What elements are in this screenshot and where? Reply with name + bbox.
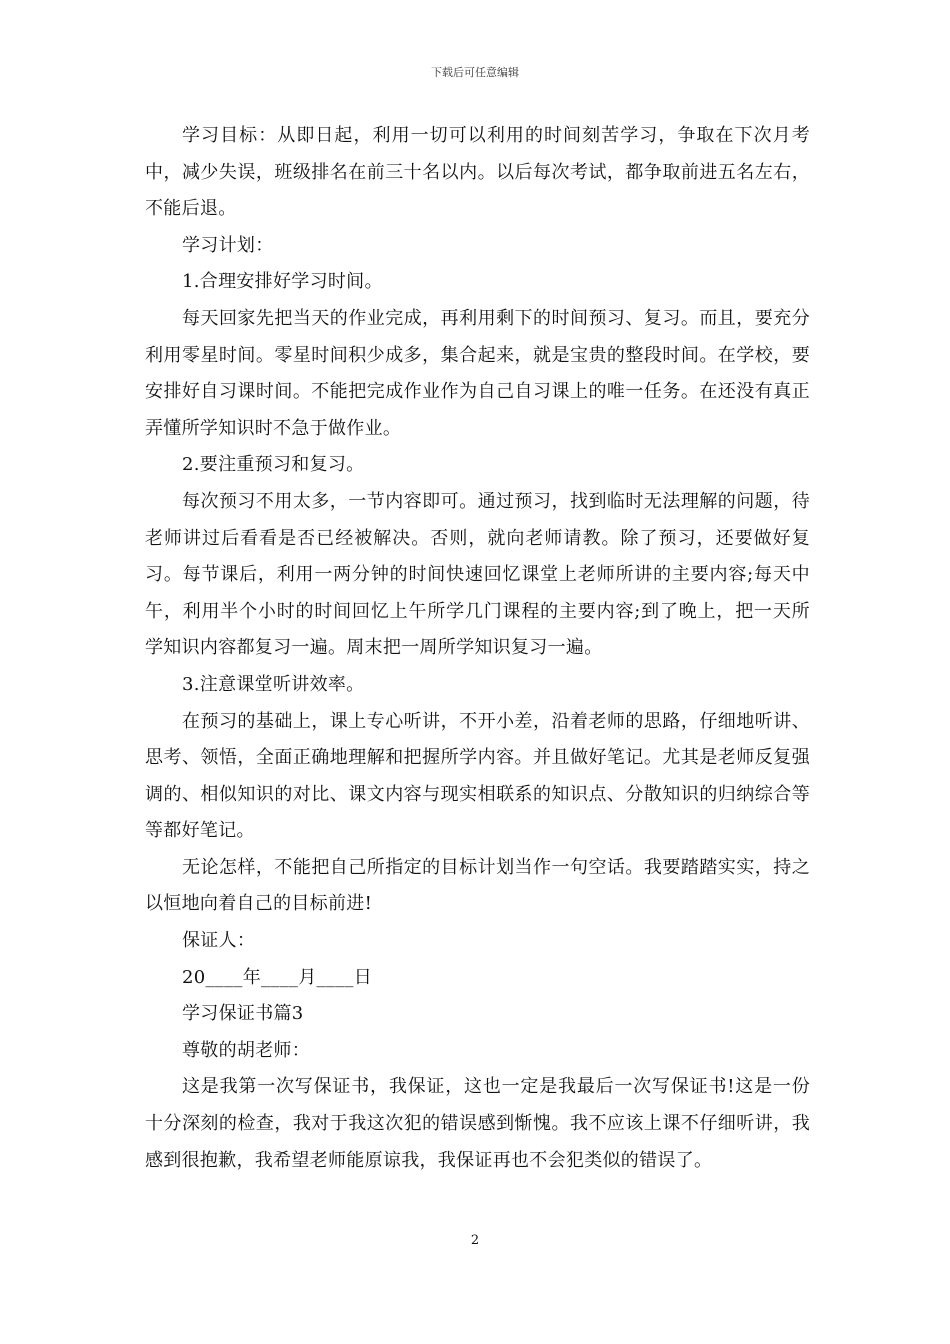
paragraph-study-goal: 学习目标：从即日起，利用一切可以利用的时间刻苦学习，争取在下次月考中，减少失误，班级排名在前三十名以内。以后每次考试，都争取前进五名左右，不能后退。 <box>145 125 810 220</box>
paragraph-item-1-heading: 1.合理安排好学习时间。 <box>182 271 383 293</box>
document-body <box>145 118 810 1179</box>
paragraph-section-title: 学习保证书篇3 <box>182 1003 304 1025</box>
paragraph-item-2-body: 每次预习不用太多，一节内容即可。通过预习，找到临时无法理解的问题，待老师讲过后看看是否已经被解决。否则，就向老师请教。除了预习，还要做好复习。每节课后，利用一两分钟的时间快速回忆课堂上老师所讲的主要内容;每天中午，利用半个小时的时间回忆上午所学几门课程的主要内容;到了晚上，把一天所学知识内容都复习一遍。周末把一周所学知识复习一遍。 <box>145 490 810 659</box>
paragraph-item-3-body: 在预习的基础上，课上专心听讲，不开小差，沿着老师的思路，仔细地听讲、思考、领悟，全面正确地理解和把握所学内容。并且做好笔记。尤其是老师反复强调的、相似知识的对比、课文内容与现实相联系的知识点、分散知识的归纳综合等等都好笔记。 <box>145 710 810 842</box>
page-header: 下载后可任意编辑 <box>431 66 519 79</box>
paragraph-study-plan-heading: 学习计划： <box>182 234 274 256</box>
paragraph-date: 20____年____月____日 <box>182 966 373 988</box>
paragraph-item-2-heading: 2.要注重预习和复习。 <box>182 454 365 476</box>
paragraph-item-1-body: 每天回家先把当天的作业完成，再利用剩下的时间预习、复习。而且，要充分利用零星时间。零星时间积少成多，集合起来，就是宝贵的整段时间。在学校，要安排好自习课时间。不能把完成作业作为自己自习课上的唯一任务。在还没有真正弄懂所学知识时不急于做作业。 <box>145 307 810 439</box>
paragraph-item-3-heading: 3.注意课堂听讲效率。 <box>182 673 365 695</box>
paragraph-letter-body: 这是我第一次写保证书，我保证，这也一定是我最后一次写保证书!这是一份十分深刻的检查，我对于我这次犯的错误感到惭愧。我不应该上课不仔细听讲，我感到很抱歉，我希望老师能原谅我，我保证再也不会犯类似的错误了。 <box>145 1076 810 1171</box>
paragraph-salutation: 尊敬的胡老师： <box>182 1039 311 1061</box>
page-number: 2 <box>470 1233 480 1248</box>
paragraph-commitment: 无论怎样，不能把自己所指定的目标计划当作一句空话。我要踏踏实实，持之以恒地向着自己的目标前进! <box>145 856 810 915</box>
paragraph-guarantor: 保证人： <box>182 930 256 952</box>
